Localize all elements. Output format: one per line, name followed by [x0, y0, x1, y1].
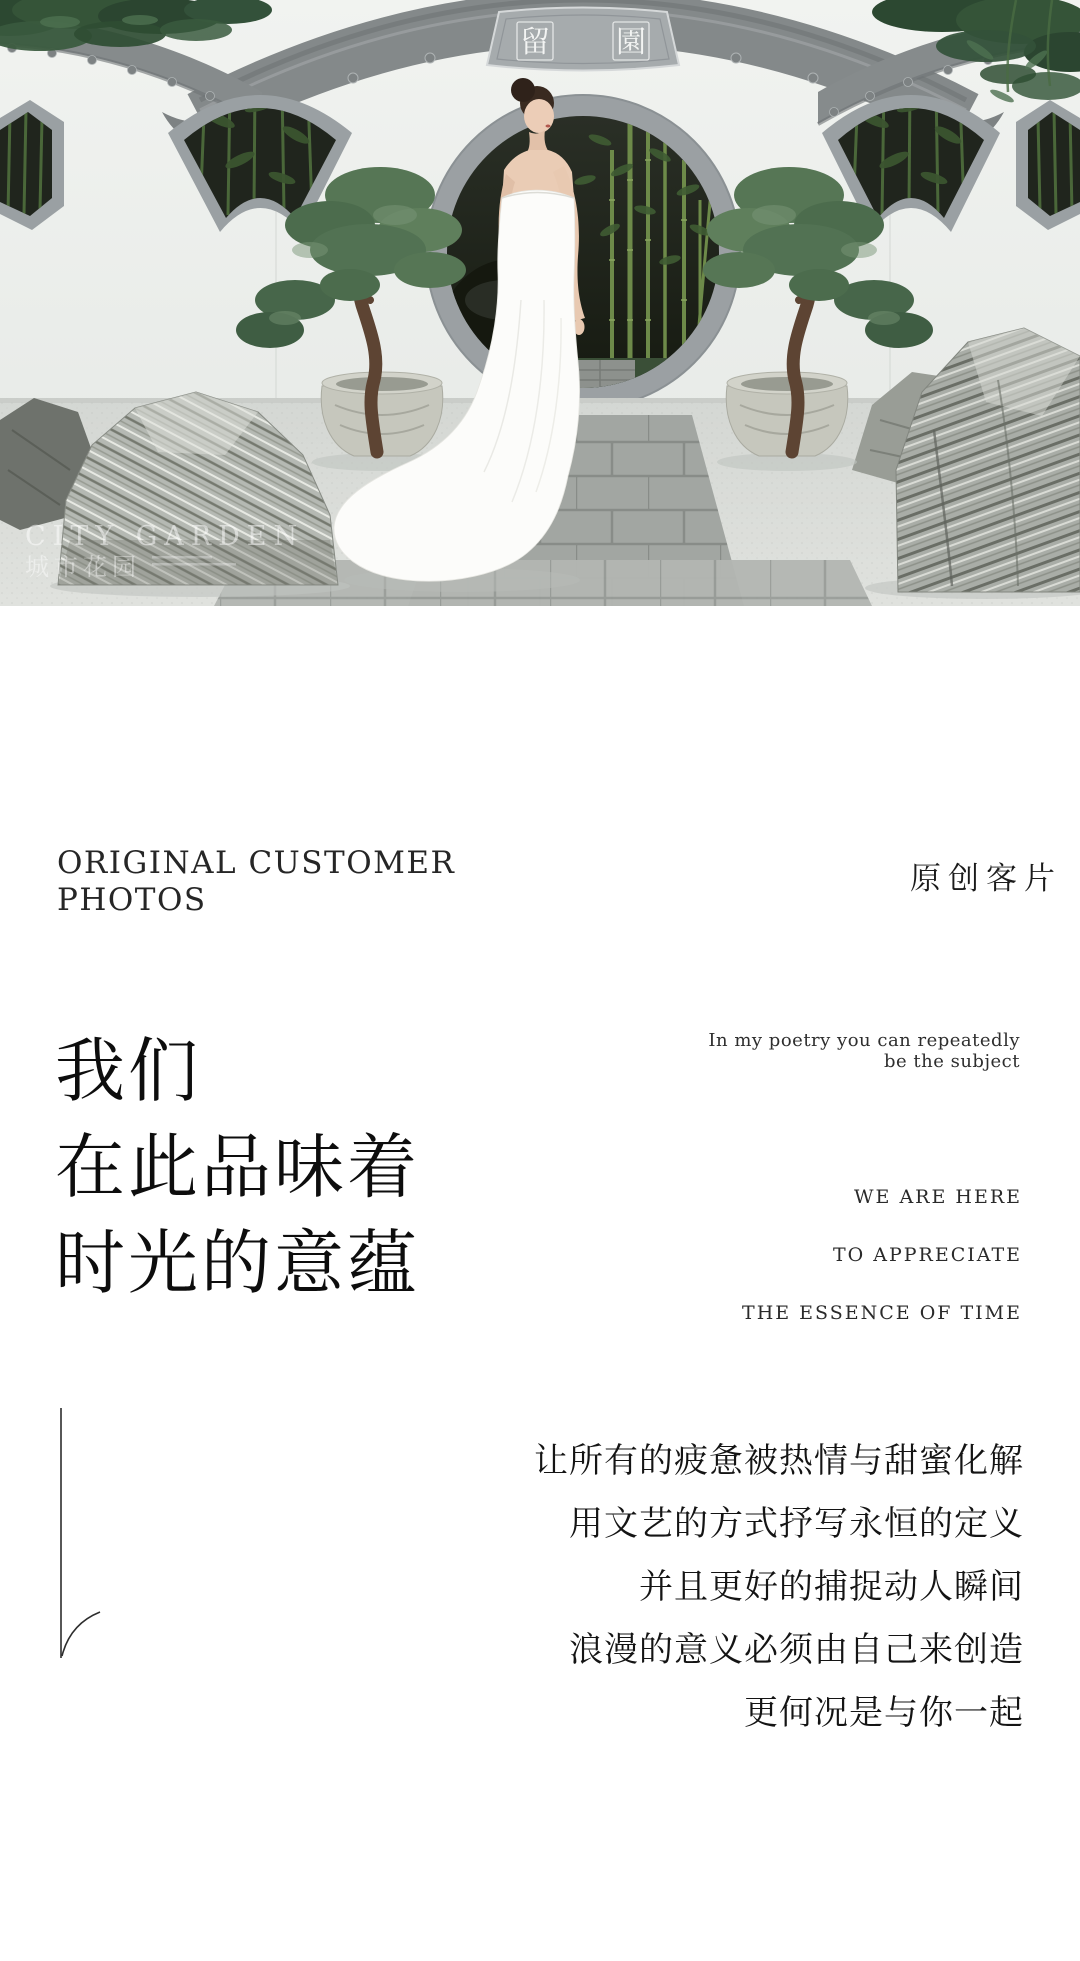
- watermark-en: CITY GARDEN: [25, 521, 305, 552]
- paragraph-line-3: 并且更好的捕捉动人瞬间: [639, 1567, 1024, 1607]
- paragraph-line-5: 更何况是与你一起: [744, 1693, 1024, 1733]
- paragraph-line-4: 浪漫的意义必须由自己来创造: [569, 1630, 1024, 1670]
- bride-face: [524, 99, 554, 133]
- main-heading-line3: 时光的意蕴: [55, 1222, 420, 1304]
- slogan-1: WE ARE HERE: [854, 1186, 1022, 1208]
- section-title-en-line2: PHOTOS: [57, 882, 207, 918]
- slogan-2: TO APPRECIATE: [832, 1244, 1022, 1266]
- section-title-en: [57, 845, 455, 919]
- plaque-char-right: 園: [616, 25, 646, 60]
- section-title-zh: 原创客片: [910, 861, 1062, 897]
- slogan-3: THE ESSENCE OF TIME: [742, 1302, 1022, 1324]
- main-heading-line2: 在此品味着: [55, 1126, 420, 1208]
- gate-plaque: [487, 8, 679, 71]
- octagon-window-right: [1016, 100, 1080, 230]
- bride-hair-bun: [511, 78, 535, 102]
- poem-line2: be the subject: [884, 1051, 1020, 1072]
- slogan-list: [742, 1168, 1022, 1342]
- plaque-char-left: 留: [520, 25, 550, 60]
- poem-paragraph: [534, 1430, 1024, 1745]
- decorative-line: [0, 1400, 130, 1680]
- section-title-en-line1: ORIGINAL CUSTOMER: [57, 845, 456, 881]
- poem-caption: [708, 1030, 1020, 1072]
- paragraph-line-1: 让所有的疲惫被热情与甜蜜化解: [534, 1441, 1024, 1481]
- octagon-window-left: [0, 100, 64, 230]
- paragraph-line-2: 用文艺的方式抒写永恒的定义: [569, 1504, 1024, 1544]
- watermark-zh: 城市花园: [25, 553, 141, 581]
- hero-photo: [0, 0, 1080, 606]
- poem-line1: In my poetry you can repeatedly: [708, 1030, 1020, 1051]
- main-heading: [55, 1023, 420, 1311]
- main-heading-line1: 我们: [55, 1030, 201, 1112]
